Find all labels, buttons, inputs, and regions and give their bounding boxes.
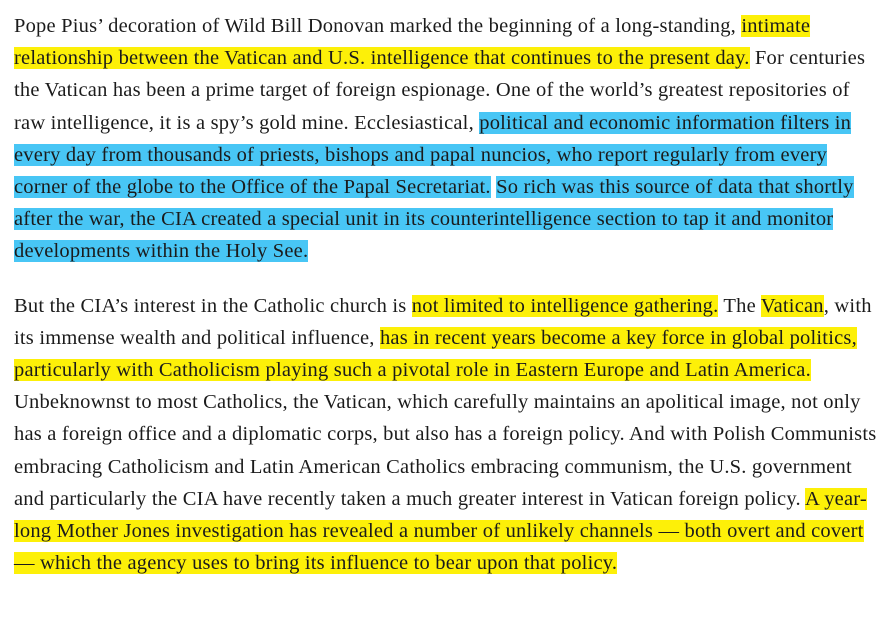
blue-highlight-text: So rich was this source of data that shortly after the war, the CIA created a special unit in its counterintelligence section to tap it and monitor developments within the Holy See. [14,176,854,263]
plain-text: , with its immense wealth and political influence, [14,294,872,349]
yellow-highlight-text: not limited to intelligence gathering. [411,294,719,317]
blue-highlight-text: political and economic information filters in every day from thousands of priests, bishops and papal nuncios, who report regularly from every corner of the globe to the Office of the Papal Secretariat. [14,111,852,199]
text-paragraph [14,10,878,268]
plain-text: But the CIA’s interest in the Catholic church is [14,294,412,317]
yellow-highlight-text: A year-long Mother Jones investigation has revealed a number of unlikely channels — both overt and covert — which the agency uses to bring its influence to bear upon that policy. [14,487,867,575]
plain-text: For centuries the Vatican has been a prime target of foreign espionage. One of the world’s greatest repositories of raw intelligence, it is a spy’s gold mine. Ecclesiastical, [14,47,866,134]
plain-text: The [718,294,761,317]
text-paragraph [14,290,878,580]
yellow-highlight-text: intimate relationship between the Vatican and U.S. intelligence that continues to the present day. [14,15,811,70]
plain-text: Pope Pius’ decoration of Wild Bill Donovan marked the beginning of a long-standing, [14,15,742,37]
yellow-highlight-text: has in recent years become a key force in global politics, particularly with Catholicism playing such a pivotal role in Eastern Europe and Latin America. [14,326,857,382]
plain-text: Unbeknownst to most Catholics, the Vatican, which carefully maintains an apolitical image, not only has a foreign office and a diplomatic corps, but also has a foreign policy. And with Polish Communists embracing Catholicism and Latin American Catholics embracing communism, the U.S. government and particularly the CIA have recently taken a much greater interest in Vatican foreign policy. [14,391,877,510]
yellow-highlight-text: Vatican [760,294,824,317]
